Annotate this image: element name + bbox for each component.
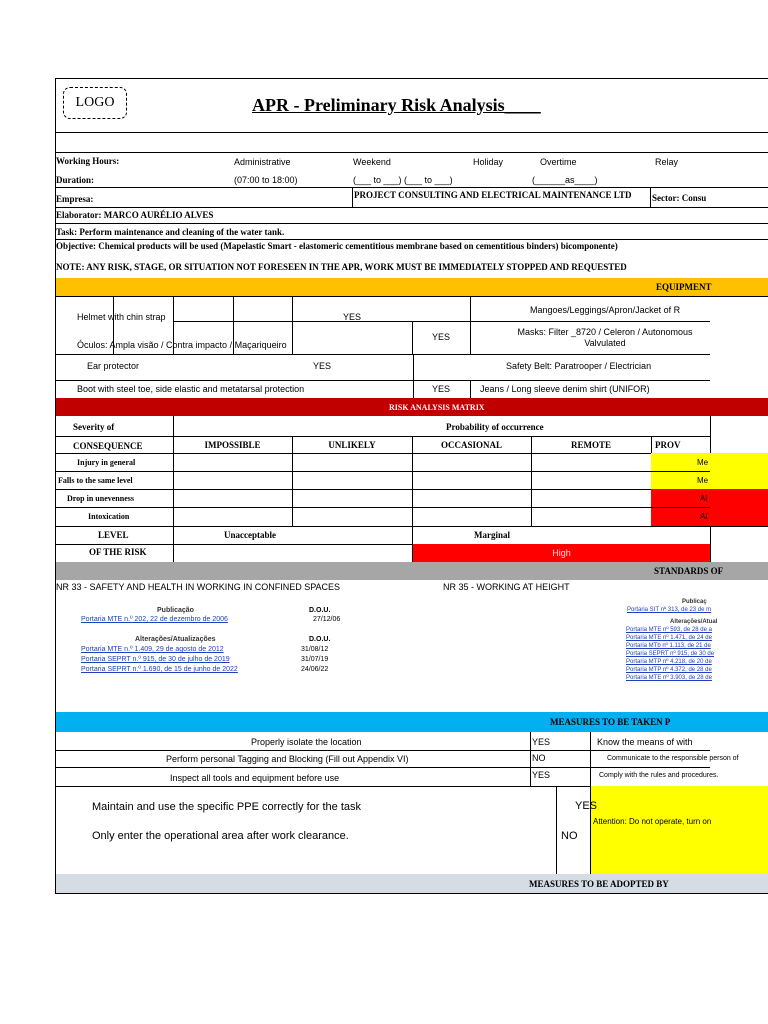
helmet: Helmet with chin strap [77,312,166,322]
matrix-header: RISK ANALYSIS MATRIX [389,403,485,412]
row-injury: Injury in general [77,457,136,467]
equipment-header: EQUIPMENT [656,282,712,292]
working-hours-label: Working Hours: [56,156,120,166]
measure-tagging-right: Communicate to the responsible person of [607,755,739,762]
jeans: Jeans / Long sleeve denim shirt (UNIFOR) [480,384,650,394]
attention-cell [591,786,768,874]
right-link[interactable]: Portaria MTE nº 3.903, de 28 de [626,675,712,681]
sector-label: Sector: Consu [652,193,707,203]
row-intoxication-value: Al [700,511,708,521]
divider [55,507,710,508]
alt-date: 31/08/12 [301,646,329,653]
measure-clearance-value: NO [561,830,578,842]
divider [556,786,557,874]
measure-clearance: Only enter the operational area after work clearance. [92,830,349,842]
row-injury-value: Me [697,457,709,467]
divider [55,187,768,188]
ear-value: YES [313,361,332,371]
consequence: CONSEQUENCE [73,441,143,451]
alt-link[interactable]: Portaria SEPRT n.º 915, de 30 de julho de 2019 [81,656,230,663]
admin-hours: (07:00 to 18:00) [234,175,298,185]
unacceptable: Unacceptable [224,530,276,540]
divider [55,132,768,133]
col-overtime: Overtime [540,157,577,167]
divider [55,750,710,751]
bottom-border [55,893,768,894]
right-link[interactable]: Portaria MTP nº 4.372, de 28 de [626,667,712,673]
ear-protector: Ear protector [87,361,140,371]
divider [55,207,768,208]
divider [55,296,768,297]
right-alteracoes: Alterações/Atual [670,619,718,625]
nr35-title: NR 35 - WORKING AT HEIGHT [443,582,570,592]
alteracoes-label: Alterações/Atualizações [135,636,216,643]
probability-label: Probability of occurrence [446,422,544,432]
divider [55,380,710,381]
divider [470,296,471,354]
logo-box [63,87,127,119]
pub-link[interactable]: Portaria MTE n.º 202, 22 de dezembro de 2006 [81,616,228,623]
right-link[interactable]: Portaria MTP nº 4.218, de 20 de [626,659,712,665]
col-relay: Relay [655,157,679,167]
dou2-label: D.O.U. [309,636,331,643]
task: Task: Perform maintenance and cleaning of the water tank. [56,227,285,237]
divider [470,321,710,322]
objective: Objective: Chemical products will be used (Mapelastic Smart - elastomeric cementitious membrane based on cementitious binders) bicomponente) [56,241,618,251]
divider [55,152,768,153]
alt-date: 31/07/19 [301,656,329,663]
right-publicacao: Publicaç [682,599,707,605]
note: NOTE: ANY RISK, STAGE, OR SITUATION NOT FORESEEN IN THE APR, WORK MUST BE IMMEDIATELY STOPPED AND REQUESTED [56,262,736,272]
page-title: APR - Preliminary Risk Analysis____ [252,95,541,115]
measure-inspect: Inspect all tools and equipment before use [170,773,340,783]
masks: Masks: Filter _8720 / Celeron / Autonomous Valvulated [517,327,693,348]
col-impossible: IMPOSSIBLE [204,440,261,450]
helmet-value: YES [343,312,362,322]
company-name: PROJECT CONSULTING AND ELECTRICAL MAINTENANCE LTD [354,190,632,200]
row-intoxication: Intoxication [88,511,130,521]
row-drop-value: Al [700,493,708,503]
col-weekend: Weekend [353,157,391,167]
alt-link[interactable]: Portaria MTE n.º 1.409, 29 de agosto de 2012 [81,646,224,653]
divider [55,223,768,224]
footer-header: MEASURES TO BE ADOPTED BY [529,879,669,889]
high-label: High [552,548,571,558]
overtime-dates: (______as____) [532,175,598,185]
measure-tagging-value: NO [532,753,546,763]
duration-label: Duration: [56,175,94,185]
right-link[interactable]: Portaria MTb nº 1.113, de 21 de [626,643,711,649]
attention-text: Attention: Do not operate, turn on [593,817,712,826]
masks-value: YES [432,332,451,342]
nr33-title: NR 33 - SAFETY AND HEALTH IN WORKING IN CONFINED SPACES [56,582,341,592]
right-link[interactable]: Portaria SEPRT nº 915, de 30 de [626,651,715,657]
row-drop: Drop in unevenness [67,493,134,503]
measure-isolate-value: YES [532,737,551,747]
alt-link[interactable]: Portaria SEPRT n.º 1.690, de 15 de junho de 2022 [81,666,238,673]
measure-tagging: Perform personal Tagging and Blocking (Fill out Appendix VI) [166,754,409,764]
oculos: Óculos: Ampla visão / Contra impacto / Maçariqueiro [77,340,287,350]
divider [55,526,768,527]
divider [55,354,710,355]
safety-belt: Safety Belt: Paratrooper / Electrician [506,361,652,371]
pub-date: 27/12/06 [313,616,341,623]
publicacao-label: Publicação [157,607,194,614]
divider [413,380,414,398]
weekend-dates: (___ to ___) (___ to ___) [353,175,453,185]
col-remote: REMOTE [570,440,611,450]
elaborator: Elaborator: MARCO AURÉLIO ALVES [56,210,214,220]
col-administrative: Administrative [234,157,291,167]
divider [55,767,710,768]
measure-ppe: Maintain and use the specific PPE correctly for the task [92,801,362,813]
measure-isolate-right: Know the means of with [597,737,693,747]
mangoes: Mangoes/Leggings/Apron/Jacket of R [530,305,681,315]
empresa-label: Empresa: [56,194,94,204]
divider [352,187,353,207]
measure-inspect-value: YES [532,770,551,780]
marginal: Marginal [474,530,510,540]
of-the-risk: OF THE RISK [89,547,147,557]
divider [292,296,293,354]
divider [650,187,651,207]
col-holiday: Holiday [473,157,504,167]
divider [173,321,470,322]
alt-date: 24/06/22 [301,666,329,673]
right-link[interactable]: Portaria MTE nº 593, de 28 de a [626,627,712,633]
divider [470,380,471,398]
measures-header: MEASURES TO BE TAKEN P [550,717,671,727]
divider [412,321,413,354]
divider [530,732,531,786]
nr35-panel [626,598,718,686]
row-falls: Falls to the same level [58,475,133,485]
boot-value: YES [432,384,451,394]
measure-isolate: Properly isolate the location [251,737,362,747]
divider [413,354,414,381]
logo-text: LOGO [75,95,115,110]
col-unlikely: UNLIKELY [328,440,376,450]
measure-ppe-value: YES [575,800,598,812]
right-link[interactable]: Portaria MTE nº 1.471, de 24 de [626,635,712,641]
dou-label: D.O.U. [309,607,331,614]
row-falls-value: Me [697,475,709,485]
top-border [55,78,768,79]
severity-of: Severity of [73,422,115,432]
divider [55,239,768,240]
standards-header: STANDARDS OF [654,566,724,576]
col-occasional: OCCASIONAL [440,440,502,450]
divider [55,471,710,472]
col-prov: PROV [655,440,681,450]
level-label: LEVEL [98,530,129,540]
boot: Boot with steel toe, side elastic and metatarsal protection [77,384,305,394]
right-pub-link[interactable]: Portaria SIT nº 313, de 23 de m [627,607,712,613]
measure-inspect-right: Comply with the rules and procedures. [599,772,719,779]
